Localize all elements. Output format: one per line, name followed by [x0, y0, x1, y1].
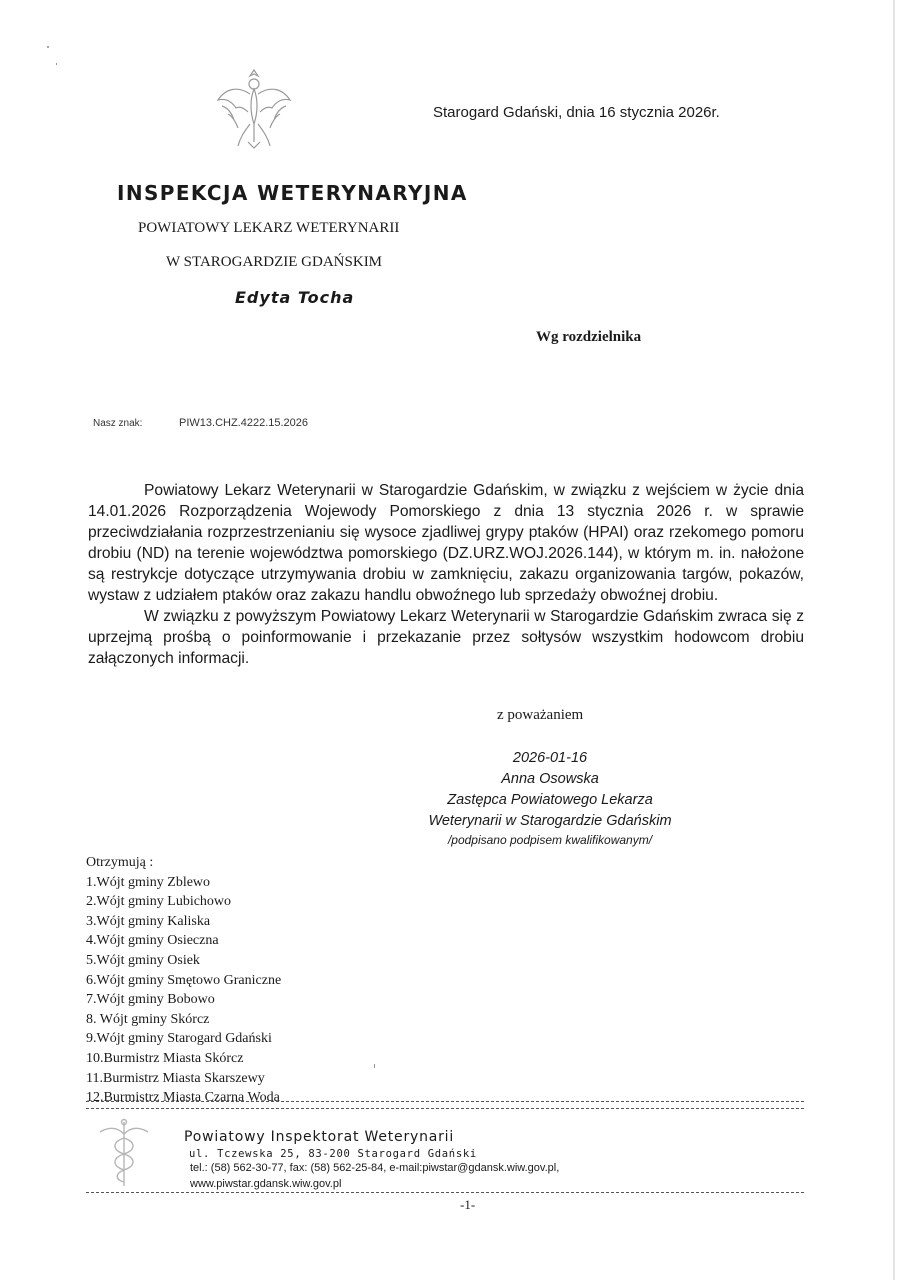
distribution-heading: Otrzymują : — [86, 855, 154, 870]
signature-date: 2026-01-16 — [512, 750, 588, 766]
footer-divider-top-secondary — [86, 1108, 804, 1109]
body-paragraph-1: Powiatowy Lekarz Weterynarii w Starogardzie Gdańskim, w związku z wejściem w życie dnia 14.01.2026 Rozporządzenia Wojewody Pomorskiego z dnia 13 stycznia 2026 r. w sprawie przeciwdziałania rozprzestrzenianiu się wysoce zjadliwej grypy ptaków (HPAI) oraz rzekomego pomoru drobiu (ND) na terenie województwa pomorskiego (DZ.URZ.WOJ.2026.144), w którym m. in. nałożone są restrykcje dotyczące utrzymywania drobiu w zamknięciu, zakazu organizowania targów, pokazów, wystaw z udziałem ptaków oraz zakazu handlu obwoźnego lub sprzedaży obwoźnej drobiu. — [88, 482, 804, 604]
scan-speck — [47, 46, 49, 48]
reference-number: PIW13.CHZ.4222.15.2026 — [179, 417, 309, 429]
distribution-list — [86, 853, 281, 1108]
reference-label: Nasz znak: — [93, 418, 143, 429]
signatory-role-line1: Zastępca Powiatowego Lekarza — [447, 792, 653, 808]
footer-divider-bottom — [86, 1192, 804, 1193]
list-item: 4.Wójt gminy Osieczna — [86, 933, 219, 949]
list-item: 12.Burmistrz Miasta Czarna Woda — [86, 1090, 280, 1106]
list-item: 8. Wójt gminy Skórcz — [86, 1011, 210, 1027]
institution-subtitle-line2: W STAROGARDZIE GDAŃSKIM — [166, 254, 383, 270]
scan-speck — [56, 63, 57, 65]
list-item: 9.Wójt gminy Starogard Gdański — [86, 1031, 272, 1047]
list-item: 10.Burmistrz Miasta Skórcz — [86, 1050, 244, 1066]
list-item: 3.Wójt gminy Kaliska — [86, 913, 211, 929]
footer-contact: tel.: (58) 562-30-77, fax: (58) 562-25-84, e-mail:piwstar@gdansk.wiw.gov.pl, — [190, 1162, 560, 1174]
footer-address: ul. Tczewska 25, 83-200 Starogard Gdański — [189, 1148, 477, 1160]
institution-subtitle-line1: POWIATOWY LEKARZ WETERYNARII — [138, 220, 400, 236]
institution-title: INSPEKCJA WETERYNARYJNA — [117, 181, 468, 205]
caduceus-icon — [92, 1118, 156, 1190]
list-item: 7.Wójt gminy Bobowo — [86, 992, 215, 1008]
signature-note: /podpisano podpisem kwalifikowanym/ — [447, 833, 653, 847]
footer-divider-top — [86, 1101, 804, 1102]
signature-block — [400, 748, 700, 849]
closing-phrase: z poważaniem — [497, 707, 584, 723]
footer-website: www.piwstar.gdansk.wiw.gov.pl — [190, 1178, 342, 1190]
place-date: Starogard Gdański, dnia 16 stycznia 2026r. — [433, 104, 720, 121]
body-paragraph-2: W związku z powyższym Powiatowy Lekarz Weterynarii w Starogardzie Gdańskim zwraca się z uprzejmą prośbą o poinformowanie i przekazanie przez sołtysów wszystkim hodowcom drobiu załączonych informacji. — [88, 608, 804, 667]
footer-organization: Powiatowy Inspektorat Weterynarii — [184, 1129, 455, 1145]
list-item: 2.Wójt gminy Lubichowo — [86, 894, 232, 910]
recipient-heading: Wg rozdzielnika — [536, 329, 642, 345]
letter-body — [88, 480, 804, 669]
officer-name: Edyta Tocha — [235, 288, 355, 307]
list-item: 6.Wójt gminy Smętowo Graniczne — [86, 972, 282, 988]
scan-speck — [374, 1064, 375, 1068]
signatory-name: Anna Osowska — [501, 771, 599, 787]
signatory-role-line2: Weterynarii w Starogardzie Gdańskim — [428, 813, 672, 829]
page-number: -1- — [460, 1197, 476, 1212]
polish-eagle-emblem-icon — [214, 64, 294, 154]
list-item: 5.Wójt gminy Osiek — [86, 952, 200, 968]
list-item: 1.Wójt gminy Zblewo — [86, 874, 211, 890]
scan-edge — [893, 0, 895, 1280]
list-item: 11.Burmistrz Miasta Skarszewy — [86, 1070, 265, 1086]
